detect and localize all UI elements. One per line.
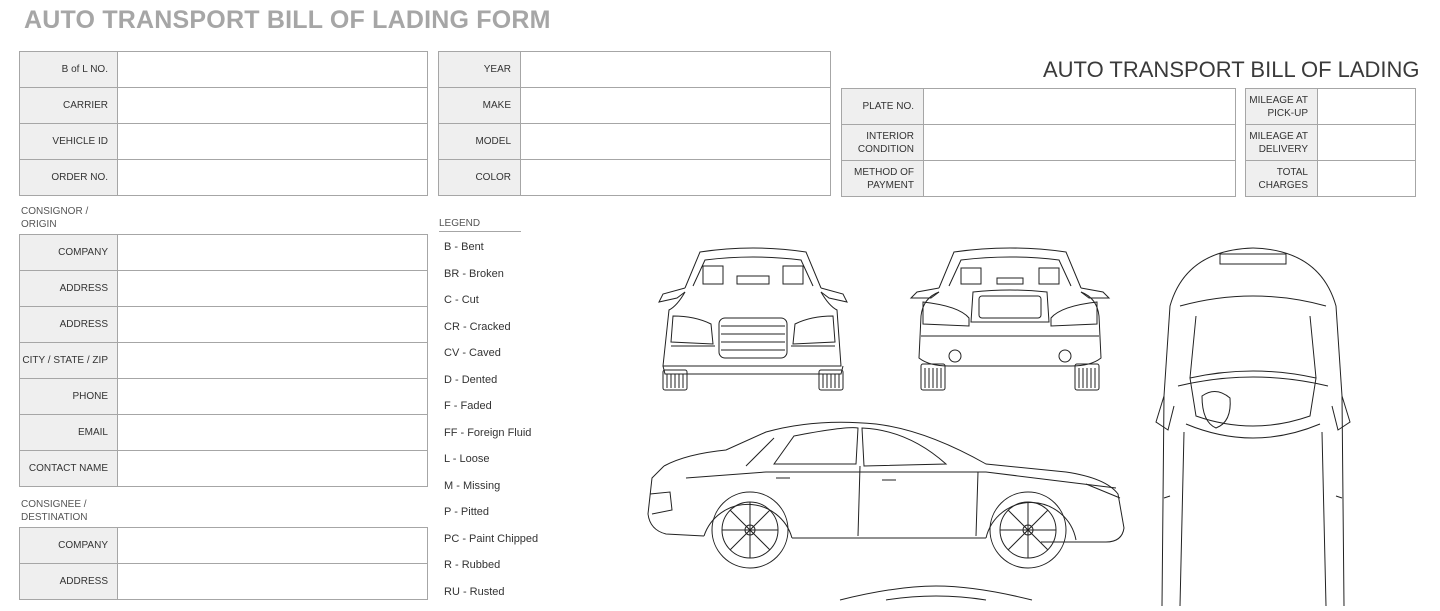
table-row [20,88,428,124]
field-label: MODEL [439,124,521,160]
table-row [842,125,1236,161]
make-field[interactable] [521,88,831,124]
order-number-field[interactable] [118,160,428,196]
plate-number-field[interactable] [924,89,1236,125]
field-label: COMPANY [20,528,118,564]
field-label: ADDRESS [20,271,118,307]
field-label: EMAIL [20,415,118,451]
consignor-table [19,234,428,487]
form-subtitle: AUTO TRANSPORT BILL OF LADING [1043,57,1420,83]
consignor-company-field[interactable] [118,235,428,271]
legend-item: PC - Paint Chipped [444,532,538,559]
consignee-address-field[interactable] [118,564,428,600]
table-row [1246,89,1416,125]
consignor-address2-field[interactable] [118,307,428,343]
legend-list [444,240,538,611]
field-label: B of L NO. [20,52,118,88]
model-field[interactable] [521,124,831,160]
table-row [20,52,428,88]
field-label: CARRIER [20,88,118,124]
mileage-delivery-field[interactable] [1318,125,1416,161]
table-row [20,343,428,379]
table-row [20,451,428,487]
table-row [842,89,1236,125]
field-label: PLATE NO. [842,89,924,125]
table-row [20,379,428,415]
field-label: TOTAL CHARGES [1246,161,1318,197]
consignor-address-field[interactable] [118,271,428,307]
field-label: METHOD OF PAYMENT [842,161,924,197]
legend-heading: LEGEND [439,218,521,232]
table-row [20,564,428,600]
field-label: COMPANY [20,235,118,271]
legend-item: B - Bent [444,240,538,267]
year-field[interactable] [521,52,831,88]
consignor-city-state-zip-field[interactable] [118,343,428,379]
consignee-company-field[interactable] [118,528,428,564]
field-label: ADDRESS [20,307,118,343]
legend-item: CV - Caved [444,346,538,373]
vehicle-id-field[interactable] [118,124,428,160]
consignor-email-field[interactable] [118,415,428,451]
legend-item: R - Rubbed [444,558,538,585]
carrier-field[interactable] [118,88,428,124]
legend-item: L - Loose [444,452,538,479]
legend-item: CR - Cracked [444,320,538,347]
field-label: CONTACT NAME [20,451,118,487]
field-label: MILEAGE AT PICK-UP [1246,89,1318,125]
field-label: PHONE [20,379,118,415]
shipment-table [19,51,428,196]
car-side-view-diagram[interactable] [646,418,1126,566]
table-row [20,307,428,343]
table-row [439,124,831,160]
consignor-heading: CONSIGNOR / ORIGIN [21,205,88,231]
form-title: AUTO TRANSPORT BILL OF LADING FORM [24,6,551,35]
legend-item: RU - Rusted [444,585,538,611]
interior-condition-field[interactable] [924,125,1236,161]
color-field[interactable] [521,160,831,196]
table-row [20,528,428,564]
legend-item: D - Dented [444,373,538,400]
table-row [439,88,831,124]
table-row [439,52,831,88]
bol-number-field[interactable] [118,52,428,88]
table-row [842,161,1236,197]
consignor-contact-field[interactable] [118,451,428,487]
legend-item: F - Faded [444,399,538,426]
vehicle-table [438,51,831,196]
table-row [20,124,428,160]
mileage-pickup-field[interactable] [1318,89,1416,125]
field-label: COLOR [439,160,521,196]
field-label: VEHICLE ID [20,124,118,160]
table-row [1246,161,1416,197]
consignee-table [19,527,428,600]
table-row [20,235,428,271]
table-row [20,415,428,451]
legend-item: C - Cut [444,293,538,320]
table-row [439,160,831,196]
field-label: ADDRESS [20,564,118,600]
car-top-view-diagram[interactable] [1150,246,1356,602]
car-front-view-diagram[interactable] [655,246,851,392]
car-rear-view-diagram[interactable] [909,246,1111,392]
table-row [20,160,428,196]
consignor-phone-field[interactable] [118,379,428,415]
payment-method-field[interactable] [924,161,1236,197]
total-charges-field[interactable] [1318,161,1416,197]
consignee-heading: CONSIGNEE / DESTINATION [21,498,87,524]
legend-item: M - Missing [444,479,538,506]
condition-table [841,88,1236,197]
table-row [20,271,428,307]
charges-table [1245,88,1416,197]
legend-item: BR - Broken [444,267,538,294]
field-label: INTERIOR CONDITION [842,125,924,161]
field-label: MILEAGE AT DELIVERY [1246,125,1318,161]
legend-item: FF - Foreign Fluid [444,426,538,453]
table-row [1246,125,1416,161]
field-label: ORDER NO. [20,160,118,196]
field-label: YEAR [439,52,521,88]
legend-item: P - Pitted [444,505,538,532]
field-label: MAKE [439,88,521,124]
car-bottom-view-diagram[interactable] [836,584,1036,600]
field-label: CITY / STATE / ZIP [20,343,118,379]
